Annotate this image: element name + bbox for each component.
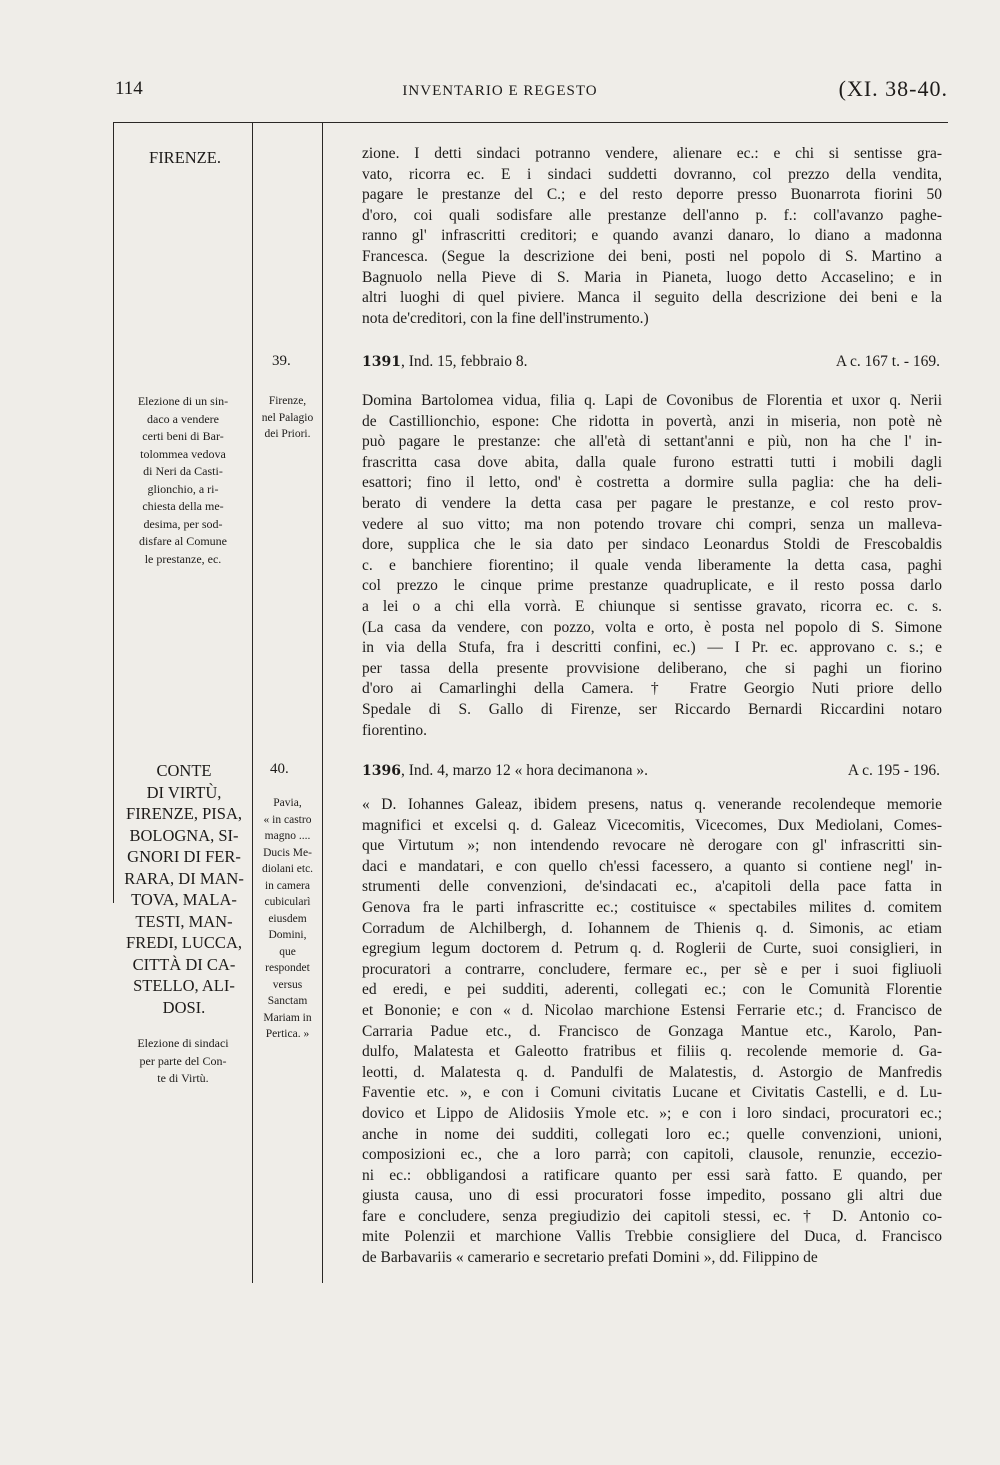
text-line: esattori; fino il letto, ond' è costretta a dormire sulla paglia: che ha deli-	[362, 474, 942, 492]
entry-body-40	[362, 795, 942, 1269]
text-line: pagare le prestanze del C.; e del resto deporre presso Buonarrota fiorini 50	[362, 186, 942, 204]
text-line: Domina Bartolomea vidua, filia q. Lapi de Covonibus de Florentia et uxor q. Nerii	[362, 392, 942, 409]
entry-heading-39	[362, 353, 940, 371]
text-line: de Barbavariis « camerario e secretario prefati Domini », dd. Filippino de	[362, 1249, 818, 1267]
place-line: DI VIRTÙ,	[146, 782, 222, 802]
summary-line: chiesta della me-	[142, 499, 224, 513]
text-line: d'oro, coi quali sodisfare alle prestanze dell'anno p. f.: coll'avanzo paghe-	[362, 206, 942, 224]
column-rule-left	[252, 123, 253, 1283]
page-number: 114	[115, 78, 143, 99]
summary-line: disfare al Comune	[139, 534, 227, 548]
archive-reference: A c. 167 t. - 169.	[835, 353, 940, 370]
text-line: Bagnuolo nella Pieve di S. Maria in Pianeta, luogo detto Accaselino; e in	[362, 268, 942, 286]
text-line: c. e banchiere fiorentino; il quale venda liberamente la detta casa, paghi	[362, 556, 942, 574]
location-line: dei Priori.	[264, 428, 311, 440]
text-line: leotti, d. Malatesta q. d. Pandulfi de Malatestis, d. Astorgio de Manfredis	[362, 1063, 942, 1081]
text-line: « D. Iohannes Galeaz, ibidem presens, natus q. venerande recolendeque memorie	[362, 796, 942, 813]
entry-heading-40	[362, 762, 940, 780]
location-line: in camera	[264, 879, 310, 892]
entry-year: 1396	[362, 763, 401, 779]
summary-39	[118, 393, 248, 568]
text-line: nota de'creditori, con la fine dell'instrumento.)	[362, 309, 649, 327]
text-line: Carraria Padue etc., d. Francisco de Gonzaga Mantue etc., Karolo, Pan-	[362, 1022, 942, 1040]
place-line: FREDI, LUCCA,	[126, 933, 242, 952]
entry-number-39: 39.	[272, 353, 291, 369]
location-line: nel Palagio	[261, 411, 314, 424]
text-line: Faventie etc. », e con i Comuni civitatis Lucane et Civitatis Castelli, e d. Lu-	[362, 1084, 942, 1102]
location-line: Firenze,	[268, 395, 307, 407]
text-line: fare e concludere, senza pregiudizio dei capitoli stessi, ec. † D. Antonio co-	[362, 1207, 942, 1225]
text-line: vato, ricorra ec. E i sindaci suddetti dovranno, col prezzo della vendita,	[362, 165, 942, 183]
summary-line: te di Virtù.	[157, 1071, 209, 1085]
location-line: que	[279, 945, 296, 958]
text-line: zione. I detti sindaci potranno vendere, alienare ec.: e chi si sentisse gra-	[362, 145, 942, 162]
archive-reference: A c. 195 - 196.	[847, 762, 940, 779]
location-line: cubicularì	[264, 896, 311, 908]
location-line: diolani etc.	[261, 863, 314, 875]
text-line: ed eredi, e pei sudditi, aderenti, collegati ec.; con le Comunità Florentie	[362, 981, 942, 999]
location-line: Sanctam	[267, 995, 308, 1007]
text-line: mite Polenzii et marchione Vallis Trebbie consigliere del Duca, d. Francisco	[362, 1228, 942, 1246]
place-line: TOVA, MALA-	[131, 890, 237, 909]
place-florence: FIRENZE.	[149, 148, 221, 167]
place-40-location	[254, 795, 321, 1043]
summary-line: tolommea vedova	[140, 446, 226, 461]
entry-number-40: 40.	[270, 761, 289, 777]
location-line: Ducis Me-	[263, 846, 312, 859]
text-line: ni ec.: obbligandosi a ratificare quanto per essi sarà fatto. E quando, per	[362, 1166, 942, 1184]
summary-line: Elezione di un sin-	[137, 394, 229, 408]
column-rule-mid	[322, 123, 323, 1283]
text-line: anche in nome dei sudditi, collegati loro ec.; quelle convenzioni, unioni,	[362, 1125, 942, 1143]
place-line: FIRENZE, PISA,	[126, 804, 242, 823]
text-line: ranno gl' infrascritti creditori; e quando avanzi danaro, lo diano a madonna	[362, 227, 942, 245]
continuation-text	[362, 144, 942, 329]
text-line: giusta causa, uno di essi procuratori fosse impedito, possano gli altri due	[362, 1187, 942, 1205]
place-39	[254, 393, 321, 443]
place-40	[118, 760, 250, 1018]
location-line: « in castro	[263, 813, 312, 826]
entry-date: , Ind. 4, marzo 12 « hora decimanona ».	[400, 762, 649, 779]
text-line: dore, supplica che le sia dato per sindaco Leonardus Stoldi de Frescobaldis	[362, 536, 942, 554]
text-line: in via della Stufa, fra i descritti confini, ec.) — I Pr. ec. approvano c. s.; e	[362, 639, 942, 657]
text-line: Corradum de Alchilbergh, d. Iohannem de Thienis q. d. Simonis, ac etiam	[362, 919, 942, 937]
text-line: composizioni ec., che a loro parrà; con capitoli, clausole, renunzie, eccezio-	[362, 1146, 942, 1164]
text-line: dovico et Lippo de Alidosiis Ymole etc. »; e con i loro sindaci, procuratori ec.;	[362, 1104, 942, 1122]
text-line: d'oro ai Camarlinghi della Camera. † Fratre Georgio Nuti priore dello	[362, 680, 942, 698]
text-line: a lei o a chi ella vorrà. E chiunque si sentisse gravato, ricorra ec. c. s.	[362, 597, 942, 615]
summary-line: di Neri da Casti-	[143, 464, 223, 478]
text-line: magnifici et excelsi q. d. Galeaz Vicecomitis, Vicecomes, Dux Mediolani, Comes-	[362, 816, 942, 834]
text-line: et Bononie; e con « d. Nicolao marchione Estensi Ferrarie etc.; d. Francisco de	[362, 1001, 942, 1019]
place-line: STELLO, ALI-	[133, 976, 235, 995]
text-line: frascritta casa dove abita, dalla quale furono estratti tutti i mobili dagli	[362, 453, 942, 471]
summary-line: per parte del Con-	[139, 1053, 227, 1068]
place-line: BOLOGNA, SI-	[129, 825, 239, 845]
text-line: que Virtutum »; non intendendo revocare nè derogare con gl' infrascritti sin-	[362, 837, 942, 855]
text-line: berato di vendere la detta casa per pagare le prestanze, e col resto prov-	[362, 494, 942, 512]
section-reference: (XI. 38-40.	[838, 76, 948, 101]
place-line: GNORI DI FER-	[127, 847, 241, 866]
summary-line: daco a vendere	[147, 411, 219, 426]
location-line: versus	[272, 978, 303, 991]
column-rule-outer	[113, 123, 114, 903]
location-line: Domini,	[268, 929, 307, 941]
text-line: fiorentino.	[362, 721, 427, 739]
text-line: procuratori a contrarre, concludere, fermare ec., per sè e per i suoi figliuoli	[362, 960, 942, 978]
summary-line: le prestanze, ec.	[144, 551, 222, 566]
place-line: CITTÀ DI CA-	[132, 954, 236, 974]
place-line: CONTE	[156, 761, 212, 780]
text-line: Spedale di S. Gallo di Firenze, ser Riccardo Bernardi Riccardini notaro	[362, 700, 942, 718]
location-line: Pertica. »	[265, 1028, 310, 1040]
location-line: magno ....	[264, 830, 311, 842]
text-line: egregium legum doctorem d. Petrum q. d. Roglerii de Curte, suoi consiglieri, in	[362, 940, 942, 958]
text-line: strumenti delle convenzioni, de'sindacati ec., a'capitoli della pace fatta in	[362, 878, 942, 896]
summary-line: Elezione di sindaci	[137, 1036, 229, 1050]
text-line: per tassa della presente provvisione deliberano, che si paghi un fiorino	[362, 659, 942, 677]
text-line: daci e mandatari, e con quello ch'essi facessero, a quanto si contiene negl' in-	[362, 857, 942, 875]
place-line: RARA, DI MAN-	[124, 868, 244, 888]
entry-date: , Ind. 15, febbraio 8.	[400, 353, 528, 370]
running-title: INVENTARIO E REGESTO	[402, 83, 598, 99]
text-line: dulfo, Malatesta et Galeotto fratribus et filiis q. recolende memorie d. Ga-	[362, 1043, 942, 1061]
text-line: può pagare le prestanze: che all'età di settant'anni e più, non ha che l' in-	[362, 433, 942, 451]
place-line: DOSI.	[162, 997, 206, 1017]
text-line: Genova fra le parti infrascritte ec.; costituisce « spectabiles milites d. comitem	[362, 898, 942, 916]
location-line: Mariam in	[263, 1011, 312, 1024]
text-line: vedere al suo vitto; ma non potendo trovare chi compri, senza un malleva-	[362, 515, 942, 533]
text-line: (La casa da vendere, con pozzo, volta e orto, è posta nel popolo di S. Simone	[362, 618, 942, 636]
entry-year: 1391	[362, 354, 401, 370]
text-line: altri luoghi di quel piviere. Manca il seguito della descrizione dei beni e la	[362, 289, 942, 307]
location-line: respondet	[265, 962, 310, 974]
header-rule	[113, 122, 948, 123]
text-line: de Castillionchio, espone: Che ridotta in povertà, anzi in miseria, non potè nè	[362, 412, 942, 430]
summary-40	[116, 1035, 250, 1088]
place-line: TESTI, MAN-	[135, 911, 233, 931]
location-line: eiusdem	[268, 912, 307, 925]
summary-line: certi beni di Bar-	[142, 429, 224, 443]
text-line: col prezzo le cinque prime prestanze quadruplicate, e il resto possa darlo	[362, 577, 942, 595]
text-line: Francesca. (Segue la descrizione dei beni, posti nel popolo di S. Martino a	[362, 247, 942, 265]
summary-line: glionchio, a ri-	[147, 481, 219, 496]
location-line: Pavia,	[273, 797, 302, 809]
entry-body-39	[362, 391, 942, 741]
summary-line: desima, per sod-	[143, 516, 223, 531]
